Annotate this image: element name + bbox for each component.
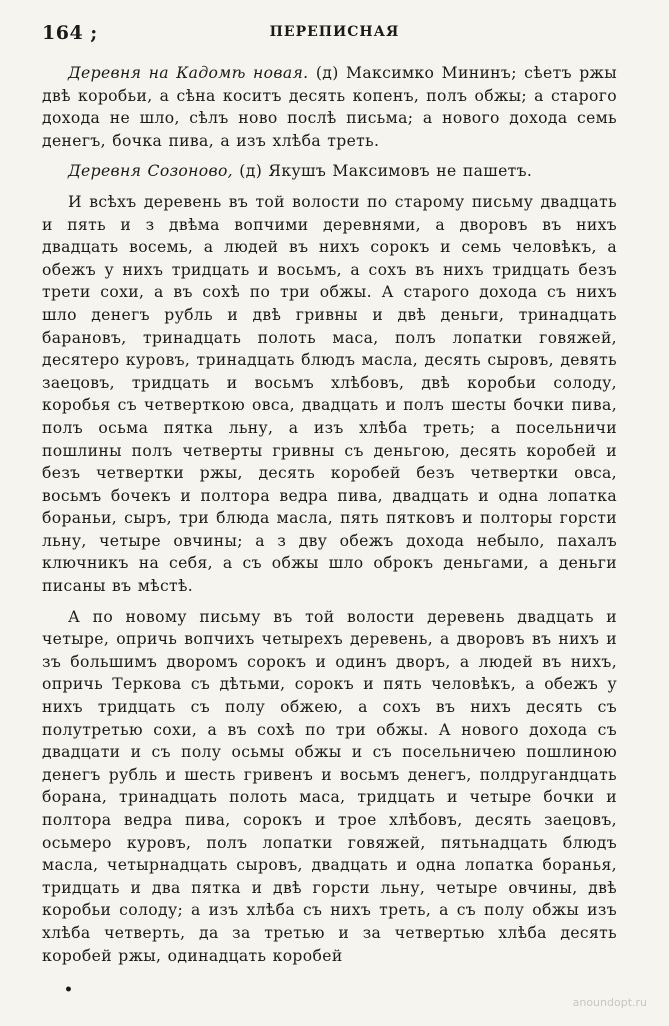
entry-text: (д) Якушъ Максимовъ не пашетъ. — [233, 162, 533, 181]
village-name: Деревня на Кадомѣ новая. — [68, 64, 309, 82]
village-name: Деревня Созоново, — [68, 162, 233, 181]
page-body — [42, 62, 617, 975]
watermark: anoundopt.ru — [572, 996, 647, 1009]
entry-text: (д) Максимко Мининъ; сѣетъ ржы двѣ коробьи, а сѣна коситъ десять копенъ, полъ обжы; а старого дохода не шло, сѣлъ ново послѣ письма; а нового дохода семь денегъ, бочка пива, а изъ хлѣба треть. — [42, 64, 618, 150]
village-entry — [42, 160, 617, 183]
village-entry — [42, 62, 617, 152]
page-header — [42, 22, 627, 48]
summary-paragraph-old: И всѣхъ деревень въ той волости по старому письму двадцать и пять и з двѣма вопчими деревнями, а дворовъ въ нихъ двадцать восемь, а людей въ нихъ сорокъ и семь человѣкъ, а обежъ у нихъ тридцать и восьмъ, а сохъ въ нихъ тридцать безъ трети сохи, а въ сохѣ по три обжы. А старого дохода съ нихъ шло денегъ рубль и двѣ гривны и двѣ деньги, тринадцать барановъ, тринадцать полоть маса, полъ лопатки говяжей, десятеро куровъ, тринадцать блюдъ масла, десять сыровъ, девять заецовъ, тридцать и восьмъ хлѣбовъ, двѣ коробьи солоду, коробья съ четверткою овса, двадцать и полъ шесты бочки пива, полъ осьма пятка льну, а изъ хлѣба треть; а посельничи пошлины полъ четверты гривны съ деньгою, десять коробей и безъ четвертки ржы, десять коробей безъ четвертки овса, восьмъ бочекъ и полтора ведра пива, двадцать и одна лопатка бораньи, сыръ, три блюда масла, пять пятковъ и полторы горсти льну, четыре овчины; а з дву обежъ дохода небыло, пахалъ ключникъ на себя, а съ обжы шло оброкъ деньгами, а деньги писаны въ мѣстѣ. — [42, 192, 617, 596]
page-number: 164 ; — [42, 22, 98, 44]
running-title: ПЕРЕПИСНАЯ — [269, 24, 400, 40]
summary-paragraph-new: А по новому письму въ той волости деревень двадцать и четыре, опричь вопчихъ четырехъ деревень, а дворовъ въ нихъ и зъ большимъ дворомъ сорокъ и одинъ дворъ, а людей въ нихъ, опричь Теркова съ дѣтьми, сорокъ и пять человѣкъ, а обежъ у нихъ тридцать съ полу обжею, а сохъ въ нихъ десять съ полутретью сохи, а въ сохѣ по три обжы. А нового дохода съ двадцати и съ полу осьмы обжы и съ посельничею пошлиною денегъ рубль и шесть гривенъ и восьмъ денегъ, полдругандцать борана, тринадцать полоть маса, тридцать и четыре бочки и полтора ведра пива, сорокъ и трое хлѣбовъ, десять заецовъ, осьмеро куровъ, полъ лопатки говяжей, пятьнадцать блюдъ масла, четырнадцать сыровъ, двадцать и одна лопатка боранья, тридцать и два пятка и двѣ горсти льну, четыре овчины, двѣ коробьи солоду; а изъ хлѣба съ нихъ треть, а съ полу обжы изъ хлѣба четверть, да за третью и за четвертью хлѣба десять коробей ржы, одинадцать коробей — [42, 607, 617, 965]
footer-dot: • — [64, 982, 73, 998]
